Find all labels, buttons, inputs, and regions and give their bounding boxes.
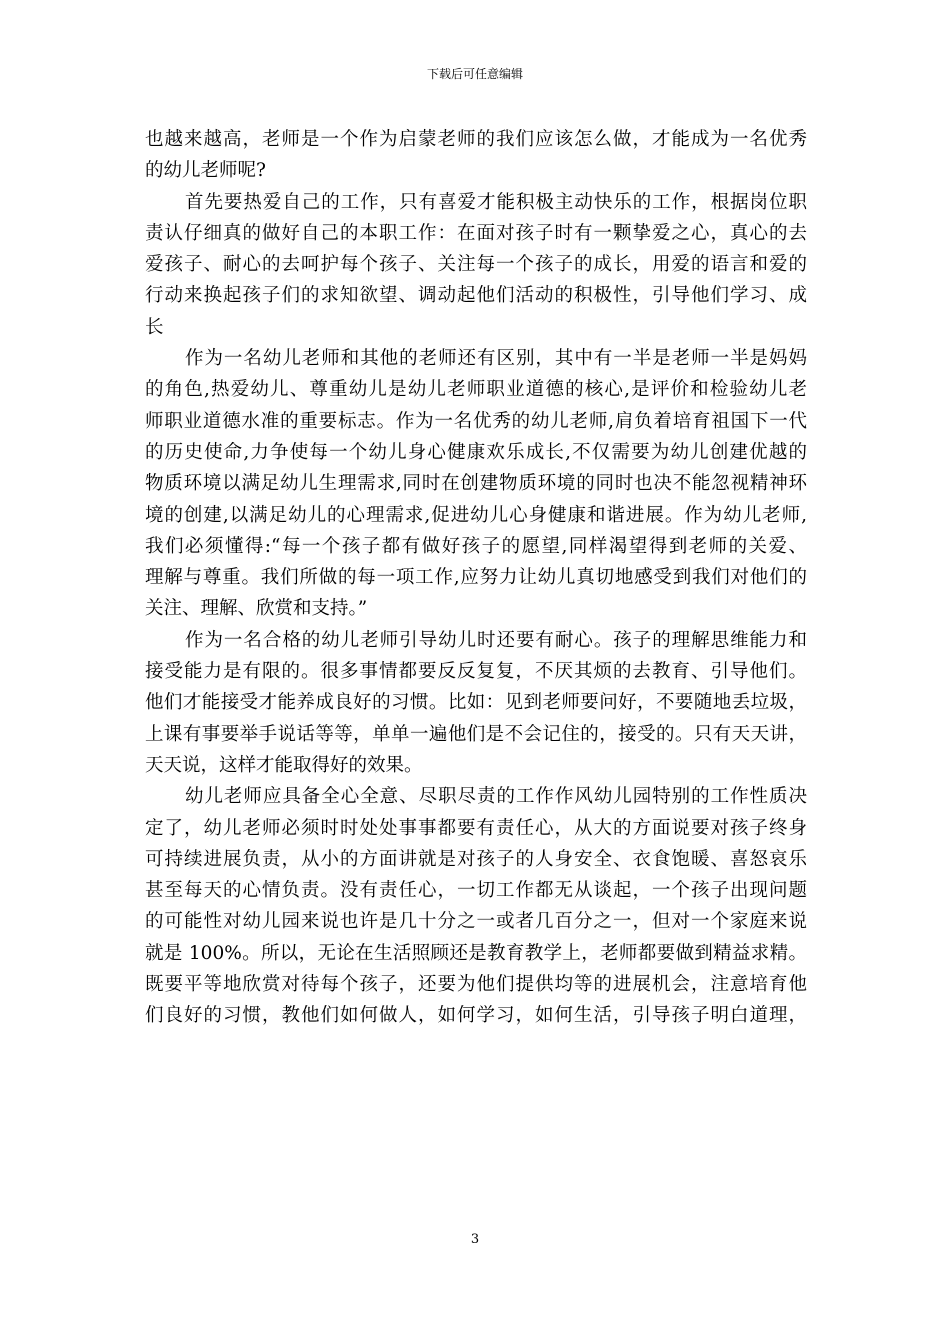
text-line: 物质环境以满足幼儿生理需求,同时在创建物质环境的同时也决不能忽视精神环 bbox=[145, 473, 807, 495]
paragraph-2 bbox=[145, 187, 807, 343]
text-line: 责认仔细真的做好自己的本职工作：在面对孩子时有一颗挚爱之心，真心的去 bbox=[145, 222, 807, 244]
text-line: 就是 100%。所以，无论在生活照顾还是教育教学上，老师都要做到精益求精。 bbox=[145, 942, 807, 964]
paragraph-1 bbox=[145, 124, 807, 187]
text-line: 天天说，这样才能取得好的效果。 bbox=[145, 754, 423, 776]
text-line: 行动来换起孩子们的求知欲望、调动起他们活动的积极性，引导他们学习、成 bbox=[145, 285, 807, 307]
paragraph-3 bbox=[145, 343, 807, 625]
text-line: 的角色,热爱幼儿、尊重幼儿是幼儿老师职业道德的核心,是评价和检验幼儿老 bbox=[145, 379, 807, 401]
document-body bbox=[145, 124, 807, 1032]
text-line: 的可能性对幼儿园来说也许是几十分之一或者几百分之一，但对一个家庭来说 bbox=[145, 911, 807, 933]
text-line: 的幼儿老师呢? bbox=[145, 160, 266, 182]
text-line: 甚至每天的心情负责。没有责任心，一切工作都无从谈起，一个孩子出现问题 bbox=[145, 880, 807, 902]
text-line: 境的创建,以满足幼儿的心理需求,促进幼儿心身健康和谐进展。作为幼儿老师, bbox=[145, 504, 807, 526]
text-line: 爱孩子、耐心的去呵护每个孩子、关注每一个孩子的成长，用爱的语言和爱的 bbox=[145, 254, 807, 276]
text-line: 也越来越高，老师是一个作为启蒙老师的我们应该怎么做，才能成为一名优秀 bbox=[145, 129, 807, 150]
text-line: 上课有事要举手说话等等，单单一遍他们是不会记住的，接受的。只有天天讲， bbox=[145, 723, 807, 745]
text-line: 可持续进展负责，从小的方面讲就是对孩子的人身安全、衣食饱暖、喜怒哀乐 bbox=[145, 848, 807, 870]
page-header: 下载后可任意编辑 bbox=[426, 67, 523, 81]
text-line: 们良好的习惯，教他们如何做人，如何学习，如何生活，引导孩子明白道理， bbox=[145, 1005, 807, 1027]
text-line: 我们必须懂得:“每一个孩子都有做好孩子的愿望,同样渴望得到老师的关爱、 bbox=[145, 535, 807, 557]
text-line: 关注、理解、欣赏和支持。” bbox=[145, 598, 368, 620]
text-line: 的历史使命,力争使每一个幼儿身心健康欢乐成长,不仅需要为幼儿创建优越的 bbox=[145, 441, 807, 463]
text-line: 作为一名合格的幼儿老师引导幼儿时还要有耐心。孩子的理解思维能力和 bbox=[185, 629, 807, 651]
paragraph-4 bbox=[145, 625, 807, 781]
text-line: 既要平等地欣赏对待每个孩子，还要为他们提供均等的进展机会，注意培育他 bbox=[145, 974, 807, 996]
paragraph-5 bbox=[145, 781, 807, 1031]
page-number: 3 bbox=[470, 1232, 480, 1247]
text-line: 首先要热爱自己的工作，只有喜爱才能积极主动快乐的工作，根据岗位职 bbox=[185, 191, 807, 213]
text-line: 他们才能接受才能养成良好的习惯。比如：见到老师要问好，不要随地丢垃圾， bbox=[145, 692, 807, 714]
text-line: 长 bbox=[145, 316, 164, 338]
text-line: 理解与尊重。我们所做的每一项工作,应努力让幼儿真切地感受到我们对他们的 bbox=[145, 567, 807, 589]
text-line: 作为一名幼儿老师和其他的老师还有区别，其中有一半是老师一半是妈妈 bbox=[185, 348, 807, 370]
text-line: 接受能力是有限的。很多事情都要反反复复，不厌其烦的去教育、引导他们。 bbox=[145, 661, 807, 683]
text-line: 幼儿老师应具备全心全意、尽职尽责的工作作风幼儿园特别的工作性质决 bbox=[185, 786, 807, 808]
text-line: 定了，幼儿老师必须时时处处事事都要有责任心，从大的方面说要对孩子终身 bbox=[145, 817, 807, 839]
text-line: 师职业道德水准的重要标志。作为一名优秀的幼儿老师,肩负着培育祖国下一代 bbox=[145, 410, 807, 432]
